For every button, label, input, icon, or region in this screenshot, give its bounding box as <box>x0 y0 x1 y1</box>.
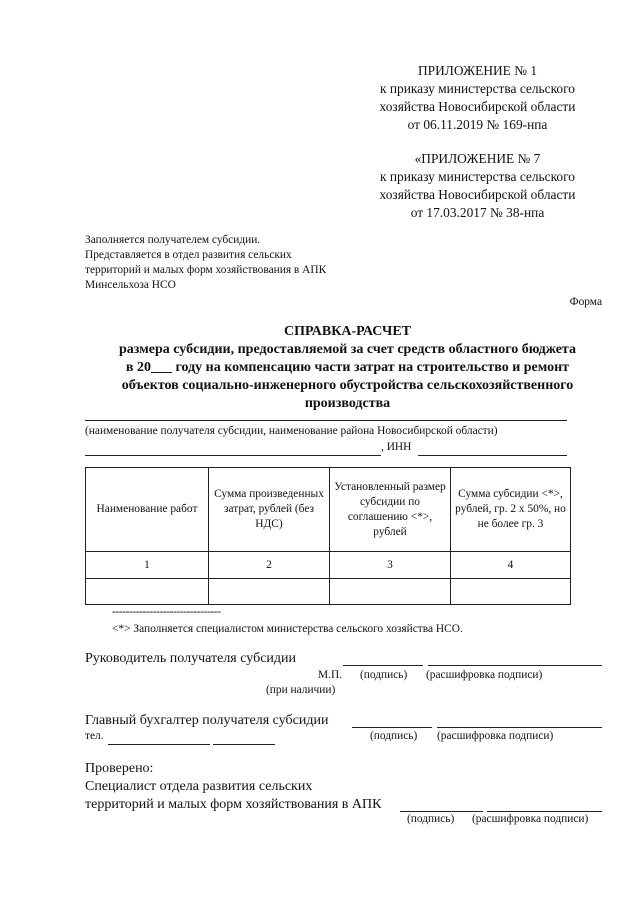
recipient-name-field[interactable] <box>85 420 567 421</box>
calculation-table <box>85 467 571 605</box>
phone-label: тел. <box>85 730 104 742</box>
accountant-decode-caption: (расшифровка подписи) <box>437 730 554 742</box>
table-cell[interactable] <box>451 579 571 605</box>
header-subsidy-amount: Сумма субсидии <*>, рублей, гр. 2 x 50%, но не более гр. 3 <box>451 468 571 552</box>
specialist-signature-field[interactable] <box>400 811 483 812</box>
table-cell[interactable] <box>86 579 209 605</box>
table-row <box>86 579 571 605</box>
table-header-row <box>86 468 571 552</box>
header-costs: Сумма произведенных затрат, рублей (без НДС) <box>209 468 330 552</box>
specialist-decode-field[interactable] <box>487 811 602 812</box>
table-number-row <box>86 552 571 579</box>
phone-field[interactable] <box>108 744 210 745</box>
head-decode-field[interactable] <box>428 665 602 666</box>
accountant-sign-caption: (подпись) <box>370 730 418 742</box>
head-label: Руководитель получателя субсидии <box>85 651 297 666</box>
column-number-3: 3 <box>330 552 451 579</box>
title-line-5: производства <box>304 396 391 411</box>
note-line-2: Представляется в отдел развития сельских <box>85 249 292 261</box>
inn-label: , ИНН <box>381 441 412 453</box>
title-line-4: объектов социально-инженерного обустройства сельскохозяйственного <box>121 378 574 393</box>
specialist-sign-caption: (подпись) <box>407 813 455 825</box>
checked-line-2: территорий и малых форм хозяйствования в АПК <box>85 797 382 812</box>
recipient-caption: (наименование получателя субсидии, наименование района Новосибирской области) <box>85 425 498 437</box>
column-number-2: 2 <box>209 552 330 579</box>
appendix-7-line-1: к приказу министерства сельского <box>380 169 575 184</box>
checked-label: Проверено: <box>85 761 154 776</box>
head-sign-caption: (подпись) <box>360 669 408 681</box>
phone-extra-field[interactable] <box>213 744 275 745</box>
note-line-4: Минсельхоза НСО <box>85 279 176 291</box>
title-line-1: СПРАВКА-РАСЧЕТ <box>283 324 412 339</box>
table-cell[interactable] <box>209 579 330 605</box>
appendix-7-line-3: от 17.03.2017 № 38-нпа <box>410 205 545 220</box>
appendix-1-block <box>340 62 615 134</box>
column-number-4: 4 <box>451 552 571 579</box>
checked-line-1: Специалист отдела развития сельских <box>85 779 313 794</box>
stamp-label: М.П. <box>318 669 343 681</box>
column-number-1: 1 <box>86 552 209 579</box>
footnote-separator: -------------------------------- <box>112 606 221 618</box>
form-label: Форма <box>569 296 602 308</box>
title-line-3: в 20___ году на компенсацию части затрат на строительство и ремонт <box>125 360 570 375</box>
note-line-1: Заполняется получателем субсидии. <box>85 234 261 246</box>
head-if-any-caption: (при наличии) <box>266 684 336 696</box>
title-line-2: размера субсидии, предоставляемой за счет средств областного бюджета <box>119 342 576 357</box>
recipient-extra-field[interactable] <box>85 455 381 456</box>
accountant-signature-field[interactable] <box>352 727 432 728</box>
appendix-1-line-1: к приказу министерства сельского <box>380 81 575 96</box>
appendix-1-line-3: от 06.11.2019 № 169-нпа <box>407 117 548 132</box>
footnote-text: <*> Заполняется специалистом министерства сельского хозяйства НСО. <box>112 623 463 635</box>
note-line-3: территорий и малых форм хозяйствования в АПК <box>85 264 327 276</box>
appendix-7-title: «ПРИЛОЖЕНИЕ № 7 <box>414 151 541 166</box>
appendix-1-title: ПРИЛОЖЕНИЕ № 1 <box>417 63 538 78</box>
header-work-name: Наименование работ <box>86 468 209 552</box>
head-signature-field[interactable] <box>343 665 423 666</box>
appendix-7-line-2: хозяйства Новосибирской области <box>379 187 576 202</box>
document-title <box>60 323 635 413</box>
accountant-label: Главный бухгалтер получателя субсидии <box>85 713 329 728</box>
header-agreed-subsidy: Установленный размер субсидии по соглашению <*>, рублей <box>330 468 451 552</box>
table-cell[interactable] <box>330 579 451 605</box>
inn-field[interactable] <box>418 455 567 456</box>
specialist-decode-caption: (расшифровка подписи) <box>472 813 589 825</box>
appendix-1-line-2: хозяйства Новосибирской области <box>379 99 576 114</box>
submission-note <box>85 233 326 293</box>
appendix-7-block <box>340 150 615 222</box>
head-decode-caption: (расшифровка подписи) <box>426 669 543 681</box>
accountant-decode-field[interactable] <box>437 727 602 728</box>
